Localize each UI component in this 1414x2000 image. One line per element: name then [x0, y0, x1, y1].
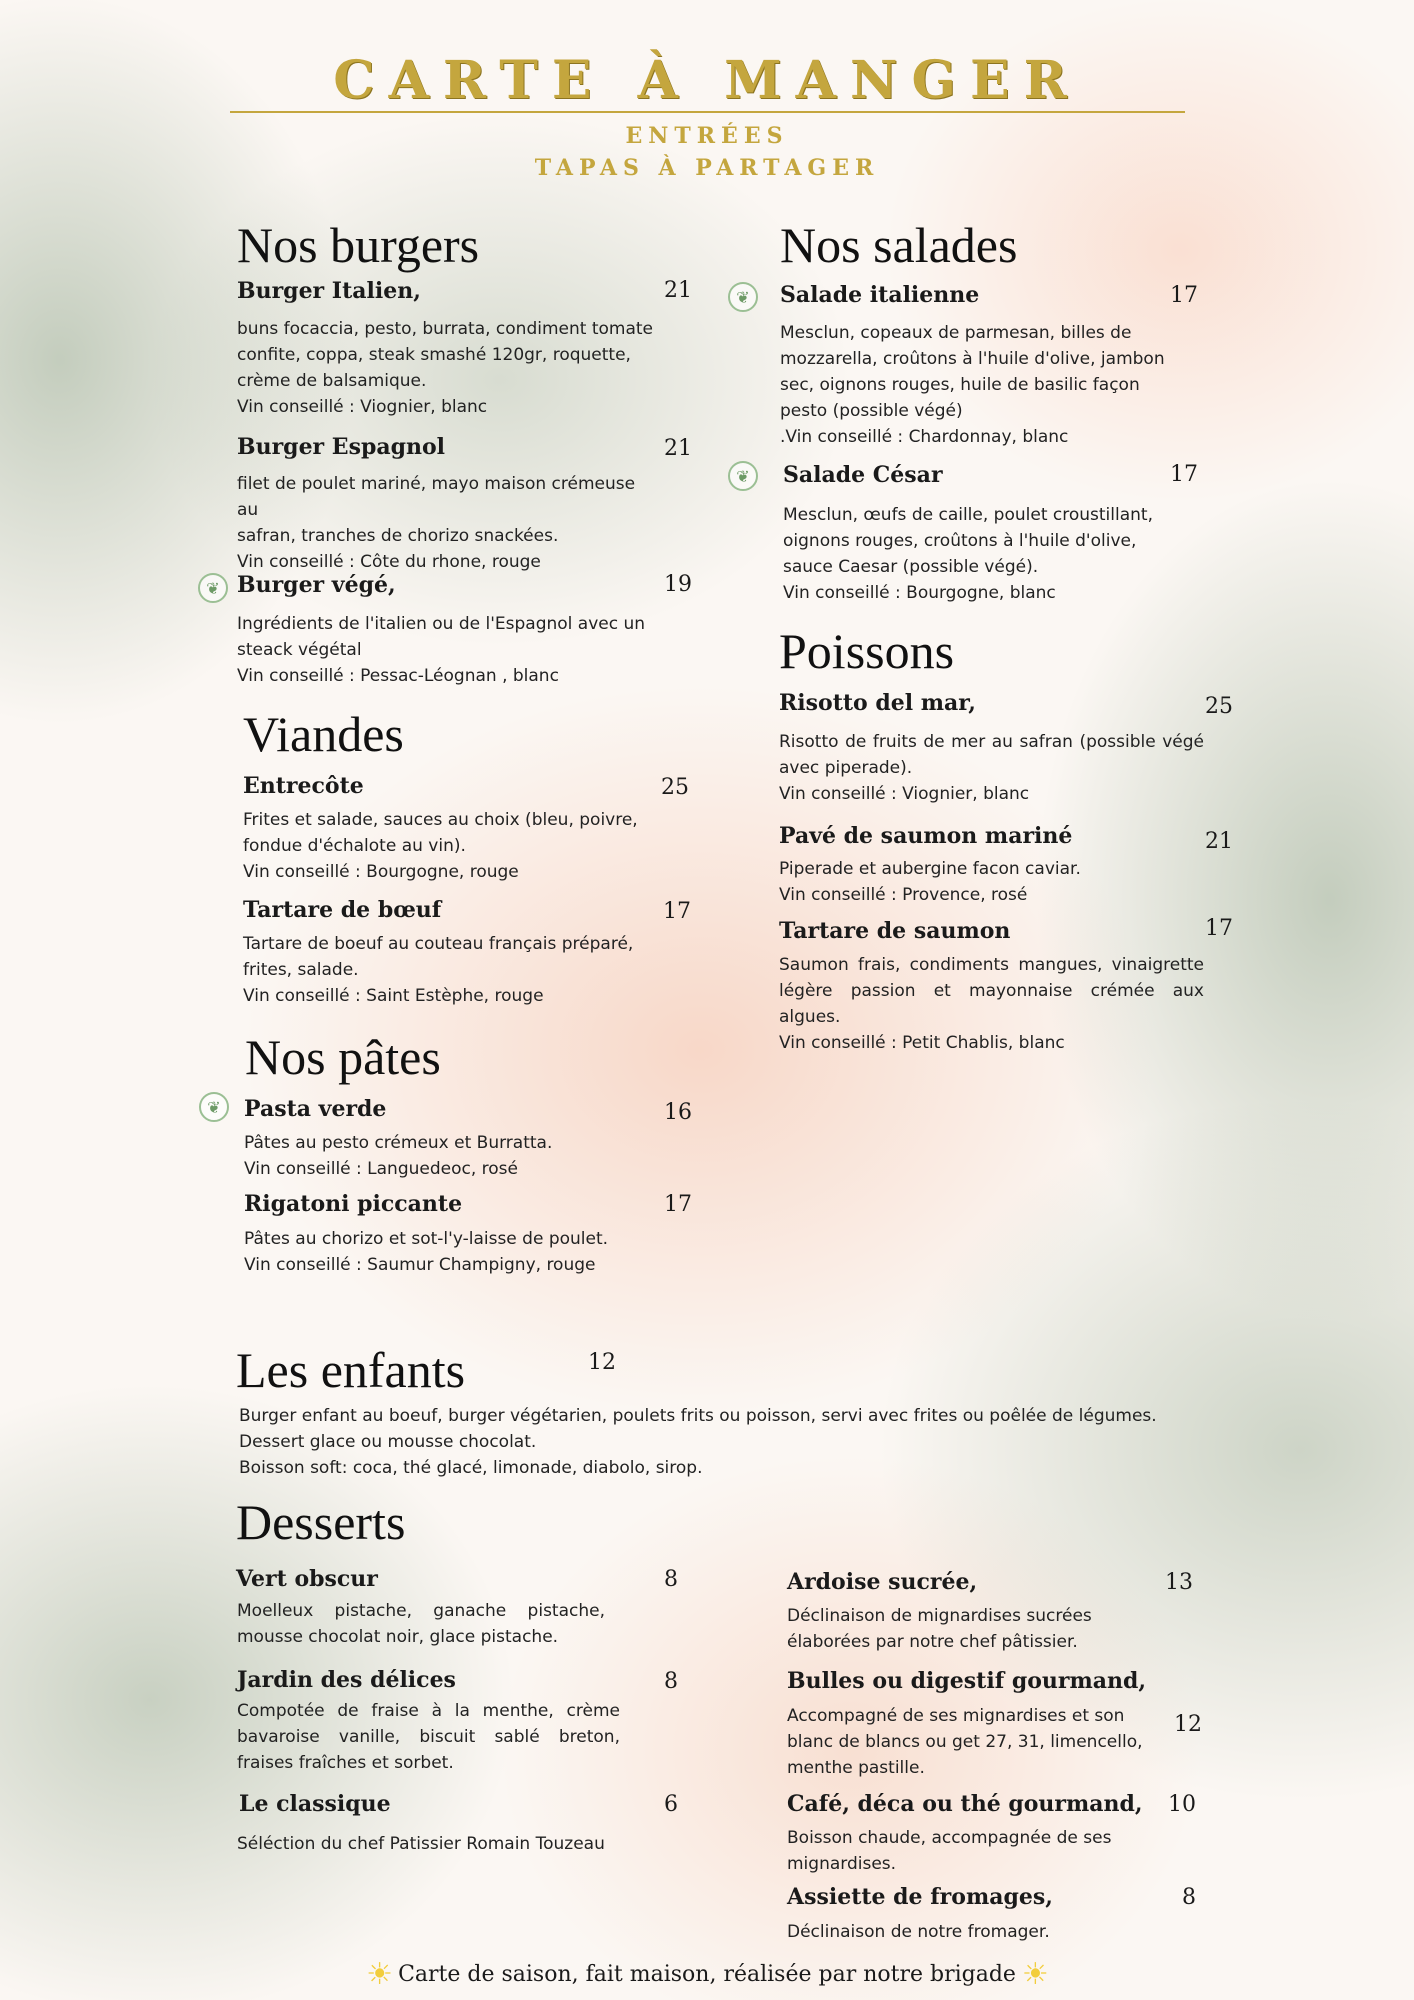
dish-description: Risotto de fruits de mer au safran (possible végé avec piperade). Vin conseillé : Viognier, blanc [779, 732, 1204, 804]
enfants-description: Burger enfant au boeuf, burger végétarien, poulets frits ou poisson, servi avec frites ou poêlée de légumes. Dessert glace ou mousse chocolat. Boisson soft: coca, thé glacé, limonade, diabolo, sirop. [239, 1406, 1157, 1478]
dish-description: Moelleux pistache, ganache pistache, mousse chocolat noir, glace pistache. [237, 1601, 605, 1647]
subtitle-tapas: TAPAS À PARTAGER [534, 155, 880, 181]
dish-name: Jardin des délices [237, 1667, 456, 1693]
dish-name: Bulles ou digestif gourmand, [787, 1668, 1147, 1694]
dish-name: Burger végé, [237, 572, 396, 598]
dish-price: 17 [1170, 462, 1198, 487]
dish-description: Ingrédients de l'italien ou de l'Espagnol avec un steack végétal Vin conseillé : Pessac-Léognan , blanc [237, 614, 646, 686]
dish-price: 25 [1205, 694, 1233, 719]
dish-description: filet de poulet mariné, mayo maison crémeuse au safran, tranches de chorizo snackées. Vin conseillé : Côte du rhone, rouge [237, 474, 636, 572]
section-title-burgers: Nos burgers [237, 217, 480, 273]
dish-name: Entrecôte [243, 773, 364, 799]
dish-description: Pâtes au chorizo et sot-l'y-laisse de poulet. Vin conseillé : Saumur Champigny, rouge [244, 1229, 609, 1275]
section-title-salades: Nos salades [780, 217, 1018, 273]
dish-name: Rigatoni piccante [244, 1191, 463, 1217]
sun-icon: ☀ [1021, 1957, 1049, 1992]
dish-price: 8 [664, 1669, 678, 1694]
title-divider [230, 111, 1185, 113]
dish-price: 17 [1170, 283, 1198, 308]
dish-price: 8 [1182, 1885, 1196, 1910]
dish-description: Séléction du chef Patissier Romain Touzeau [237, 1834, 605, 1854]
leaf-icon: ❦ [728, 461, 758, 491]
section-title-enfants: Les enfants [236, 1342, 466, 1398]
dish-price: 6 [664, 1792, 678, 1817]
dish-price: 21 [1205, 829, 1233, 854]
dish-description: Compotée de fraise à la menthe, crème bavaroise vanille, biscuit sablé breton, fraises fraîches et sorbet. [237, 1701, 620, 1773]
dish-name: Tartare de bœuf [243, 897, 442, 923]
menu-title: CARTE À MANGER [333, 50, 1081, 111]
dish-description: Déclinaison de notre fromager. [787, 1922, 1050, 1942]
footer-text: Carte de saison, fait maison, réalisée par notre brigade [398, 1962, 1016, 1987]
dish-price: 12 [1174, 1712, 1202, 1737]
dish-description: Piperade et aubergine facon caviar. Vin conseillé : Provence, rosé [779, 859, 1081, 905]
leaf-icon: ❦ [198, 573, 228, 603]
dish-description: Tartare de boeuf au couteau français préparé, frites, salade. Vin conseillé : Saint Estèphe, rouge [243, 934, 634, 1006]
dish-name: Burger Espagnol [237, 434, 446, 460]
dish-name: Salade italienne [780, 282, 980, 308]
leaf-icon: ❦ [199, 1092, 229, 1122]
dish-price: 17 [663, 899, 691, 924]
dish-name: Ardoise sucrée, [787, 1569, 978, 1595]
dish-name: Burger Italien, [237, 278, 421, 304]
dish-description: buns focaccia, pesto, burrata, condiment tomate confite, coppa, steak smashé 120gr, roquette, crème de balsamique. Vin conseillé : Viognier, blanc [237, 319, 653, 417]
dish-price: 17 [664, 1192, 692, 1217]
enfants-price: 12 [588, 1350, 616, 1375]
dish-description: Boisson chaude, accompagnée de ses mignardises. [787, 1828, 1112, 1874]
dish-price: 8 [664, 1567, 678, 1592]
footer [0, 1957, 1414, 1992]
dish-name: Vert obscur [236, 1566, 378, 1592]
dish-price: 19 [664, 572, 692, 597]
dish-name: Pavé de saumon mariné [779, 823, 1073, 849]
dish-name: Café, déca ou thé gourmand, [787, 1791, 1143, 1817]
dish-price: 17 [1205, 916, 1233, 941]
dish-description: Déclinaison de mignardises sucrées élaborées par notre chef pâtissier. [787, 1606, 1092, 1652]
dish-price: 21 [664, 436, 692, 461]
dish-price: 21 [664, 278, 692, 303]
leaf-icon: ❦ [728, 282, 758, 312]
dish-description: Pâtes au pesto crémeux et Burratta. Vin conseillé : Languedeoc, rosé [244, 1133, 553, 1179]
dish-name: Tartare de saumon [779, 918, 1011, 944]
dish-description: Accompagné de ses mignardises et son blanc de blancs ou get 27, 31, limencello, menthe pastille. [787, 1706, 1143, 1778]
dish-name: Le classique [239, 1791, 391, 1817]
dish-name: Assiette de fromages, [787, 1884, 1053, 1910]
subtitle-entrees: ENTRÉES [625, 123, 789, 149]
section-title-poissons: Poissons [779, 623, 955, 679]
section-title-pates: Nos pâtes [245, 1029, 441, 1085]
dish-name: Risotto del mar, [779, 690, 976, 716]
dish-name: Salade César [783, 462, 943, 488]
dish-description: Saumon frais, condiments mangues, vinaigrette légère passion et mayonnaise crémée aux algues. Vin conseillé : Petit Chablis, blanc [779, 955, 1204, 1053]
dish-price: 25 [661, 775, 689, 800]
section-title-viandes: Viandes [243, 706, 404, 762]
dish-price: 16 [664, 1100, 692, 1125]
sun-icon: ☀ [366, 1957, 393, 1992]
dish-description: Frites et salade, sauces au choix (bleu, poivre, fondue d'échalote au vin). Vin conseillé : Bourgogne, rouge [243, 810, 638, 882]
dish-description: Mesclun, copeaux de parmesan, billes de mozzarella, croûtons à l'huile d'olive, jambon sec, oignons rouges, huile de basilic façon pesto (possible végé) .Vin conseillé : Chardonnay, blanc [780, 323, 1165, 447]
dish-price: 13 [1165, 1570, 1193, 1595]
dish-name: Pasta verde [244, 1096, 387, 1122]
dish-price: 10 [1168, 1792, 1196, 1817]
section-title-desserts: Desserts [236, 1494, 406, 1550]
dish-description: Mesclun, œufs de caille, poulet croustillant, oignons rouges, croûtons à l'huile d'olive, sauce Caesar (possible végé). Vin conseillé : Bourgogne, blanc [783, 505, 1153, 603]
